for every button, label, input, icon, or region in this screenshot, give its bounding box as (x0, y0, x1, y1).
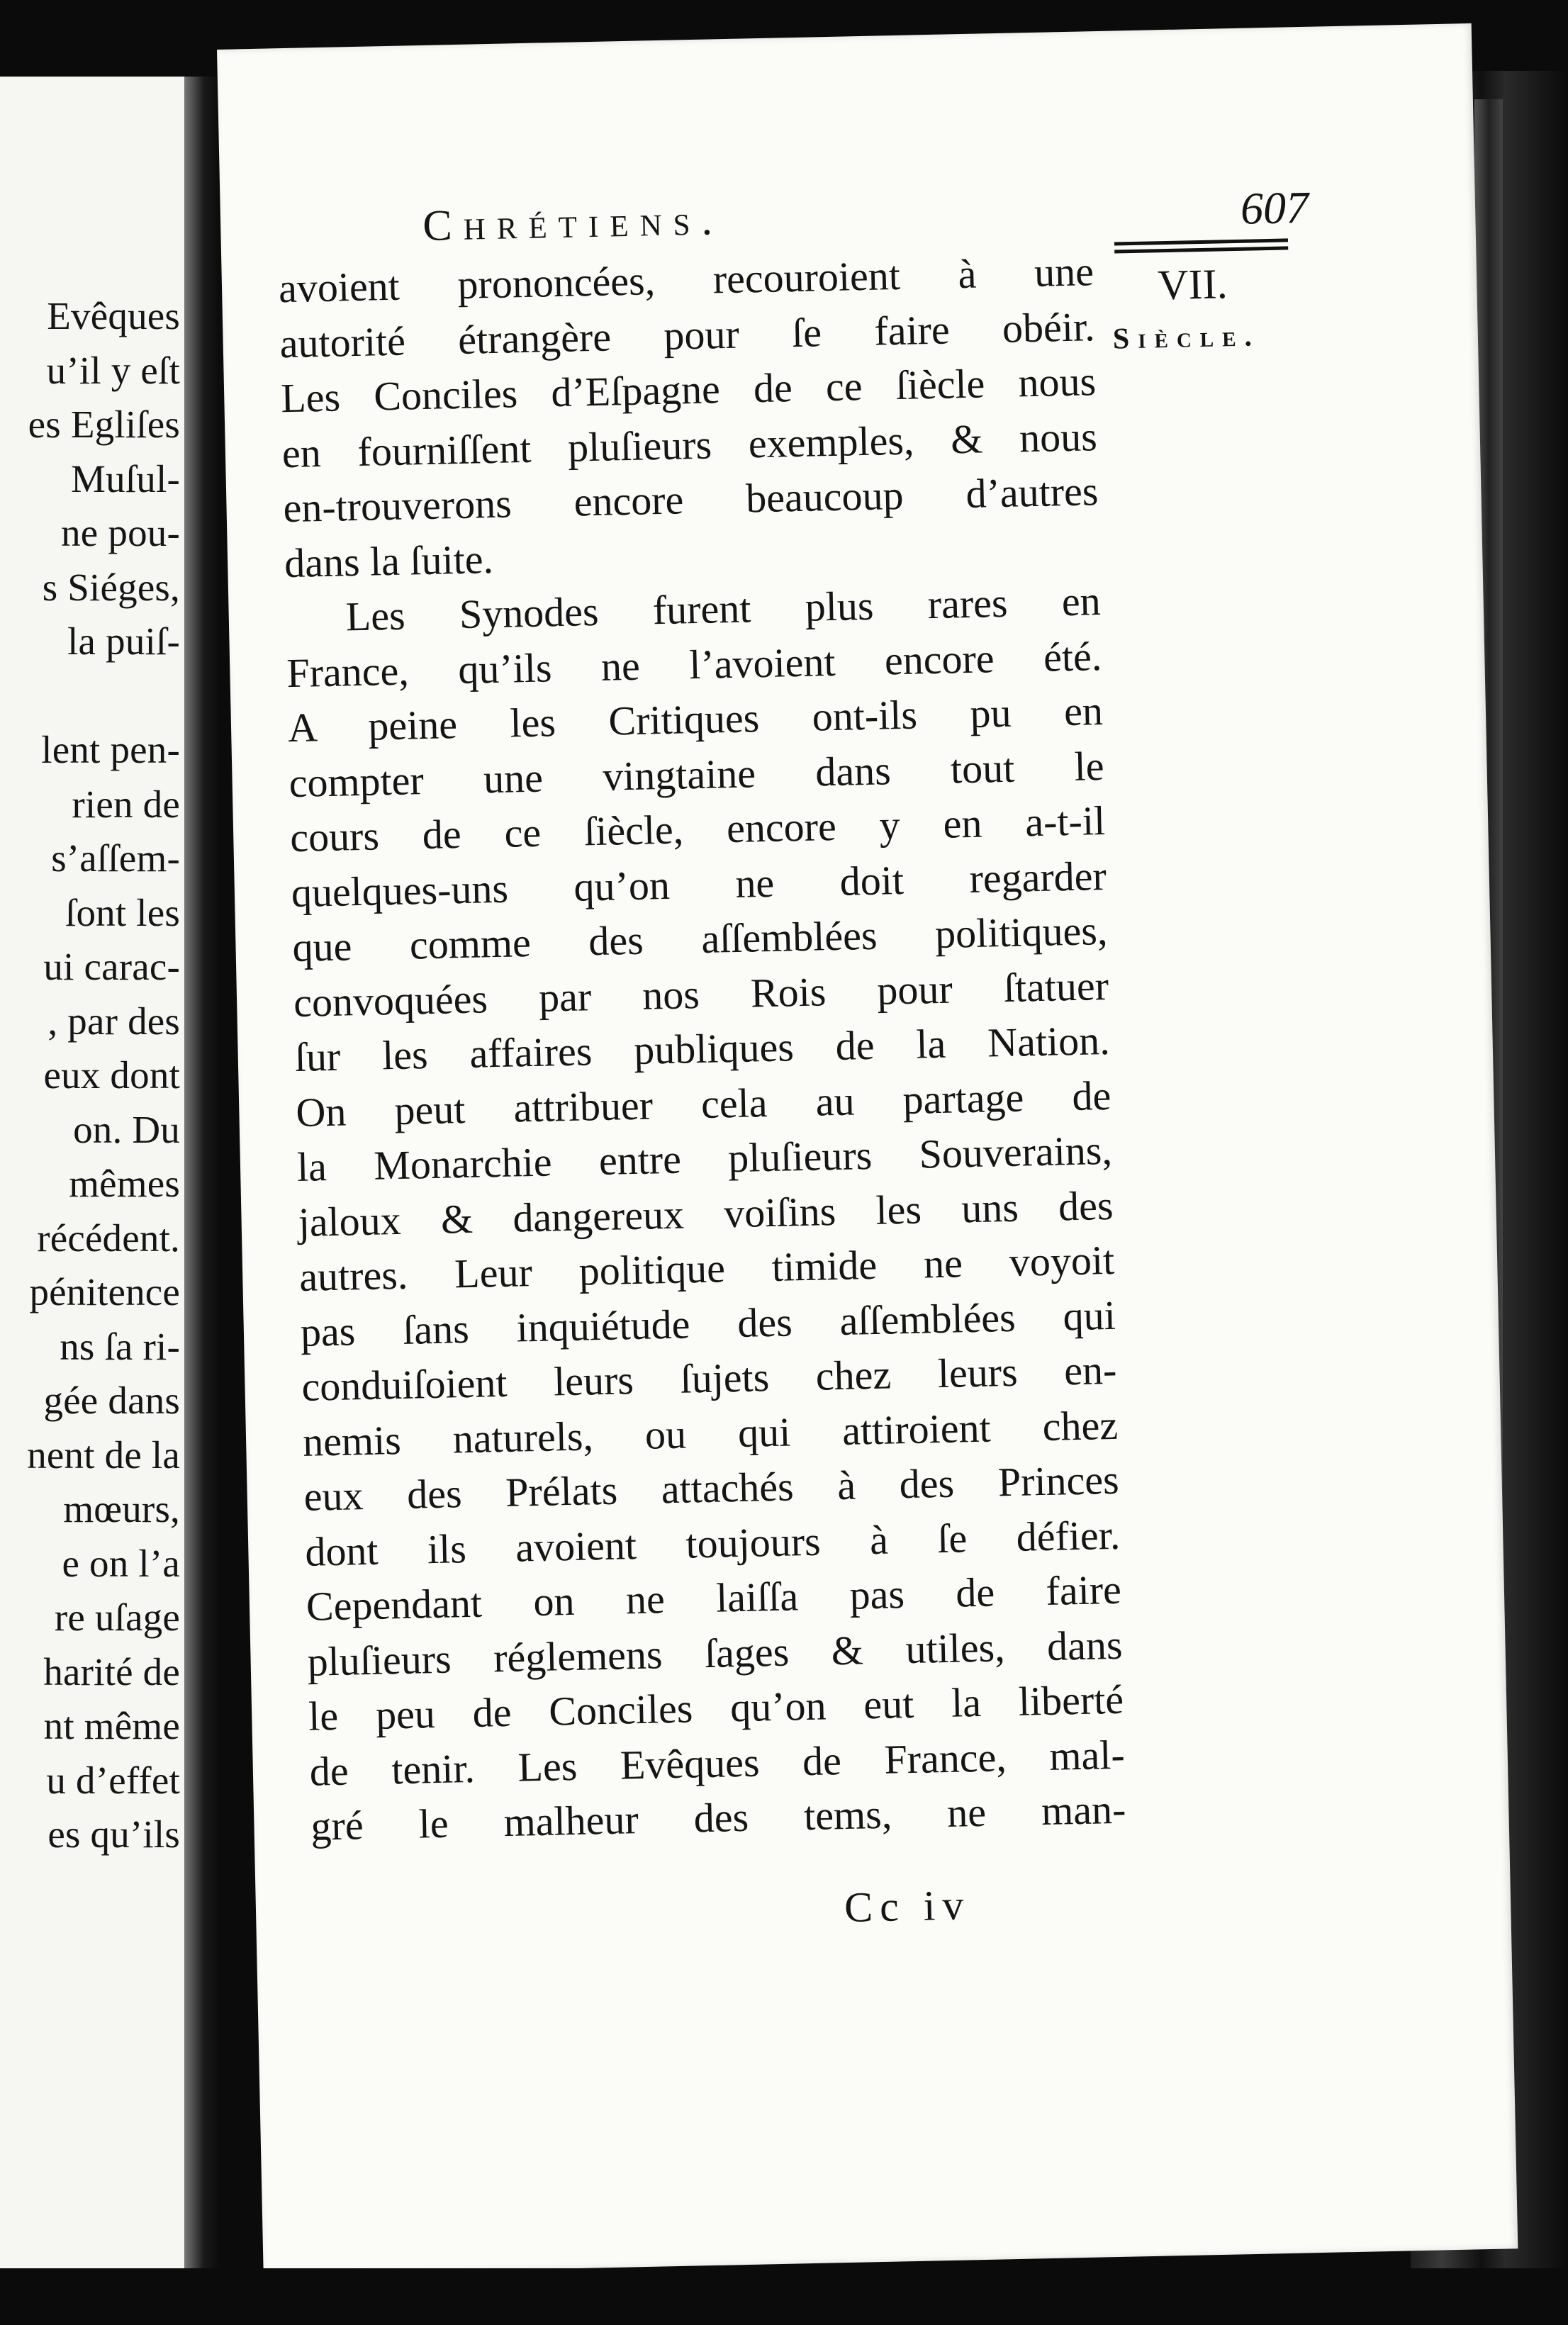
left-line: s Siéges, (42, 565, 180, 609)
text-line: autorité étrangère pour ſe faire obéir. (279, 303, 1096, 366)
left-line: Muſul- (71, 456, 180, 500)
right-page (217, 23, 1518, 2275)
text-line: conduiſoient leurs ſujets chez leurs en- (301, 1346, 1117, 1410)
text-line: Les Synodes furent plus rares en (345, 578, 1102, 640)
left-line: s’aſſem- (51, 836, 180, 880)
left-line: es qu’ils (47, 1813, 180, 1856)
running-title: Chrétiens. (422, 196, 724, 250)
text-line: cours de ce ſiècle, encore y en a-t-il (289, 797, 1106, 861)
margin-note-century-word: Siècle. (1112, 320, 1261, 356)
text-line: Cependant on ne laiſſa pas de faire (306, 1566, 1122, 1630)
gutter-shadow (184, 77, 220, 2268)
text-line: avoient prononcées, recouroient à une (278, 248, 1094, 312)
left-line: Evêques (47, 294, 180, 337)
left-line: ui carac- (43, 945, 180, 988)
text-line: en-trouverons encore beaucoup d’autres (282, 468, 1099, 532)
text-line: France, qu’ils ne l’avoient encore été. (286, 632, 1102, 696)
left-line: récédent. (37, 1216, 180, 1260)
left-line: eux dont (43, 1053, 180, 1097)
left-line: mêmes (69, 1162, 180, 1205)
left-line: la puiſ- (67, 620, 180, 663)
left-line: rien de (72, 782, 180, 826)
left-line: u d’effet (46, 1758, 180, 1802)
left-line: mœurs, (63, 1487, 180, 1530)
left-line: harité de (43, 1649, 180, 1693)
text-line: quelques-uns qu’on ne doit regarder (291, 852, 1107, 916)
body-text (278, 244, 1126, 1854)
text-line: gré le malheur des tems, ne man- (310, 1786, 1126, 1849)
text-line: pluſieurs réglemens ſages & utiles, dans (306, 1621, 1124, 1685)
scan-bottom-border (0, 2268, 1568, 2325)
text-line: A peine les Critiques ont-ils pu en (287, 688, 1104, 751)
left-line: u’il y eſt (46, 348, 180, 392)
left-line (27, 669, 180, 724)
left-line: ne pou- (61, 511, 180, 554)
left-page (0, 77, 193, 2268)
text-line: ſur les affaires publiques de la Nation. (294, 1016, 1111, 1081)
text-line: la Monarchie entre pluſieurs Souverains, (296, 1126, 1113, 1190)
left-line: es Egliſes (28, 403, 180, 446)
text-line: de tenir. Les Evêques de France, mal- (309, 1731, 1126, 1795)
left-line: ns ſa ri- (60, 1324, 180, 1368)
text-line: Les Conciles d’Eſpagne de ce ſiècle nous (280, 358, 1097, 422)
left-line: gée dans (43, 1379, 180, 1422)
left-line: nt même (43, 1704, 180, 1747)
left-line: ſont les (65, 890, 180, 934)
left-line: , par des (47, 999, 180, 1043)
text-line: jaloux & dangereux voiſins les uns des (297, 1182, 1114, 1245)
text-line: dans la ſuite. (284, 535, 494, 586)
text-line: en fourniſſent pluſieurs exemples, & nous (281, 413, 1098, 476)
text-line: On peut attribuer cela au partage de (295, 1072, 1111, 1136)
text-line: eux des Prélats attachés à des Princes (303, 1456, 1120, 1520)
text-line: compter une vingtaine dans tout le (288, 742, 1105, 806)
left-line: nent de la (27, 1433, 180, 1477)
text-line: dont ils avoient toujours à ſe défier. (304, 1511, 1121, 1575)
page-number: 607 (1240, 181, 1309, 234)
text-line: nemis naturels, ou qui attiroient chez (302, 1401, 1119, 1465)
left-line: pénitence (29, 1270, 180, 1313)
left-line: e on l’a (62, 1541, 180, 1585)
text-line: convoquées par nos Rois pour ſtatuer (293, 962, 1109, 1026)
left-line: re uſage (54, 1596, 180, 1639)
margin-note-century-number: VII. (1157, 260, 1228, 309)
text-line: le peu de Conciles qu’on eut la liberté (308, 1676, 1124, 1739)
text-line: que comme des aſſemblées politiques, (291, 907, 1108, 971)
left-page-text (27, 289, 180, 1862)
left-line: on. Du (73, 1107, 180, 1151)
left-line: lent pen- (41, 728, 180, 771)
signature-mark: Cc iv (844, 1881, 972, 1932)
text-line: autres. Leur politique timide ne voyoit (298, 1236, 1115, 1300)
text-line: pas ſans inquiétude des aſſemblées qui (300, 1292, 1116, 1355)
